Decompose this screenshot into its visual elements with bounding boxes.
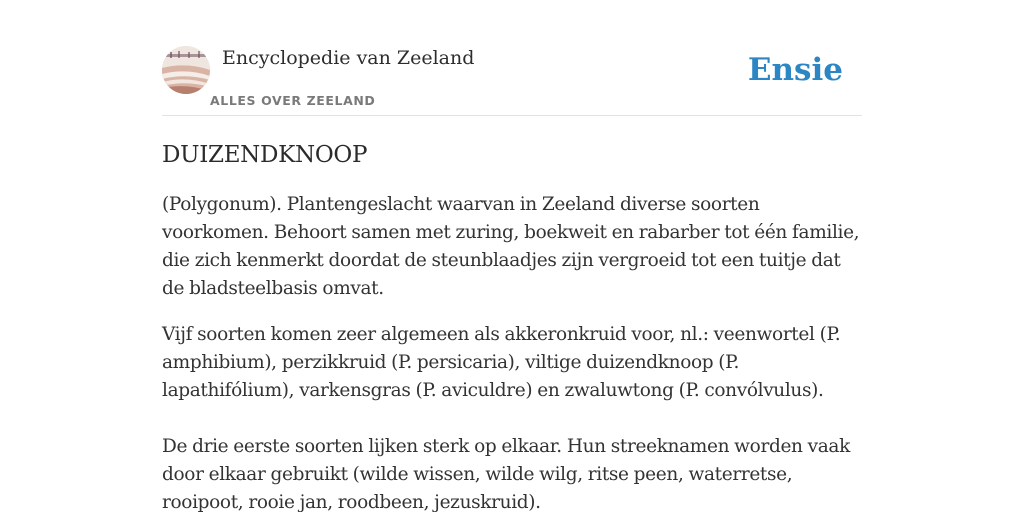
- brand-logo[interactable]: Ensie: [747, 52, 843, 88]
- book-image-icon: [162, 46, 210, 94]
- site-subtitle: ALLES OVER ZEELAND: [210, 93, 376, 108]
- site-header: [162, 46, 862, 116]
- article-paragraph: (Polygonum). Plantengeslacht waarvan in Zeeland diverse soorten voorkomen. Behoort samen met zuring, boekweit en rabarber tot één familie, die zich kenmerkt doordat de steunblaadjes zijn vergroeid tot een tuitje dat de bladsteelbasis omvat.: [162, 194, 860, 299]
- avatar[interactable]: [162, 46, 210, 94]
- site-title[interactable]: Encyclopedie van Zeeland: [222, 47, 475, 69]
- page: [162, 0, 862, 512]
- article-paragraph: Vijf soorten komen zeer algemeen als akkeronkruid voor, nl.: veenwortel (P. amphibium), perzikkruid (P. persicaria), viltige duizendknoop (P. lapathifólium), varkensgras (P. aviculdre) en zwaluwtong (P. convólvulus).: [162, 324, 841, 401]
- article-paragraph: De drie eerste soorten lijken sterk op elkaar. Hun streeknamen worden vaak door elkaar gebruikt (wilde wissen, wilde wilg, ritse peen, waterretse, rooipoot, rooie jan, roodbeen, jezuskruid).: [162, 436, 850, 512]
- article-title: DUIZENDKNOOP: [162, 142, 368, 168]
